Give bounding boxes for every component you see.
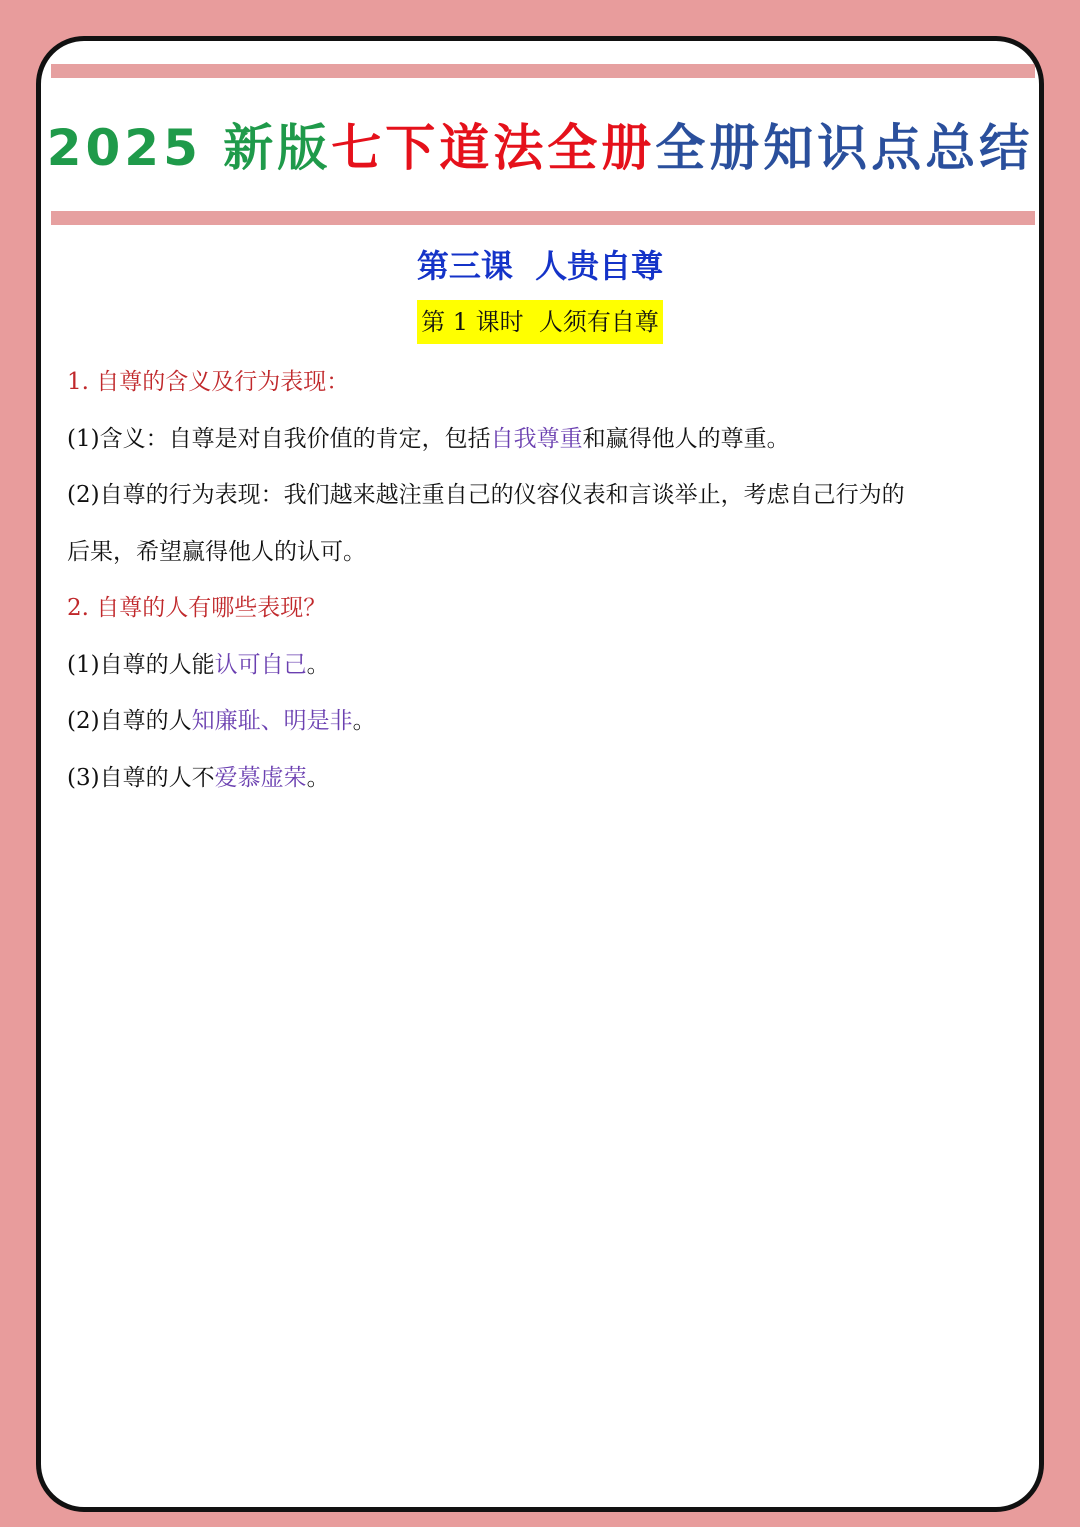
item-text: 。 [352, 708, 376, 734]
title-subject: 七下道法全册 [331, 119, 656, 177]
list-item [67, 637, 1007, 694]
keyword-highlight: 知廉耻、明是非 [191, 708, 353, 734]
keyword-highlight: 认可自己 [214, 651, 307, 678]
lesson-period: 第 1 课时 人须有自尊 [417, 300, 663, 344]
list-item [67, 411, 1007, 468]
title-summary: 全册知识点总结 [655, 119, 1034, 177]
decorative-bar-top [51, 64, 1035, 78]
list-item [67, 750, 1007, 807]
page-title [41, 111, 1039, 185]
item-text: 。 [306, 651, 330, 678]
section-heading: 1. 自尊的含义及行为表现： [67, 369, 350, 395]
decorative-bar-bottom [51, 211, 1035, 225]
item-text: (3)自尊的人不 [67, 764, 215, 791]
list-item-continuation: 后果，希望赢得他人的认可。 [67, 538, 366, 565]
title-edition: 新版 [223, 119, 332, 177]
lesson-title: 第三课 人贵自尊 [416, 247, 664, 285]
document-card [36, 36, 1044, 1512]
lesson-period-row [41, 300, 1039, 344]
section-heading: 2. 自尊的人有哪些表现？ [67, 595, 327, 621]
list-item: (2)自尊的行为表现：我们越来越注重自己的仪容仪表和言谈举止，考虑自己行为的 [67, 482, 905, 508]
item-text: 。 [306, 764, 330, 791]
notes-content [67, 354, 1007, 806]
title-year: 2025 [46, 119, 202, 177]
item-text: 和赢得他人的尊重。 [582, 425, 790, 452]
keyword-highlight: 爱慕虚荣 [214, 764, 307, 791]
list-item [67, 693, 1007, 750]
item-text: (2)自尊的人 [67, 708, 192, 734]
item-text: (1)自尊的人能 [67, 651, 215, 678]
item-text: (1)含义：自尊是对自我价值的肯定，包括 [67, 425, 491, 452]
keyword-highlight: 自我尊重 [490, 425, 583, 452]
